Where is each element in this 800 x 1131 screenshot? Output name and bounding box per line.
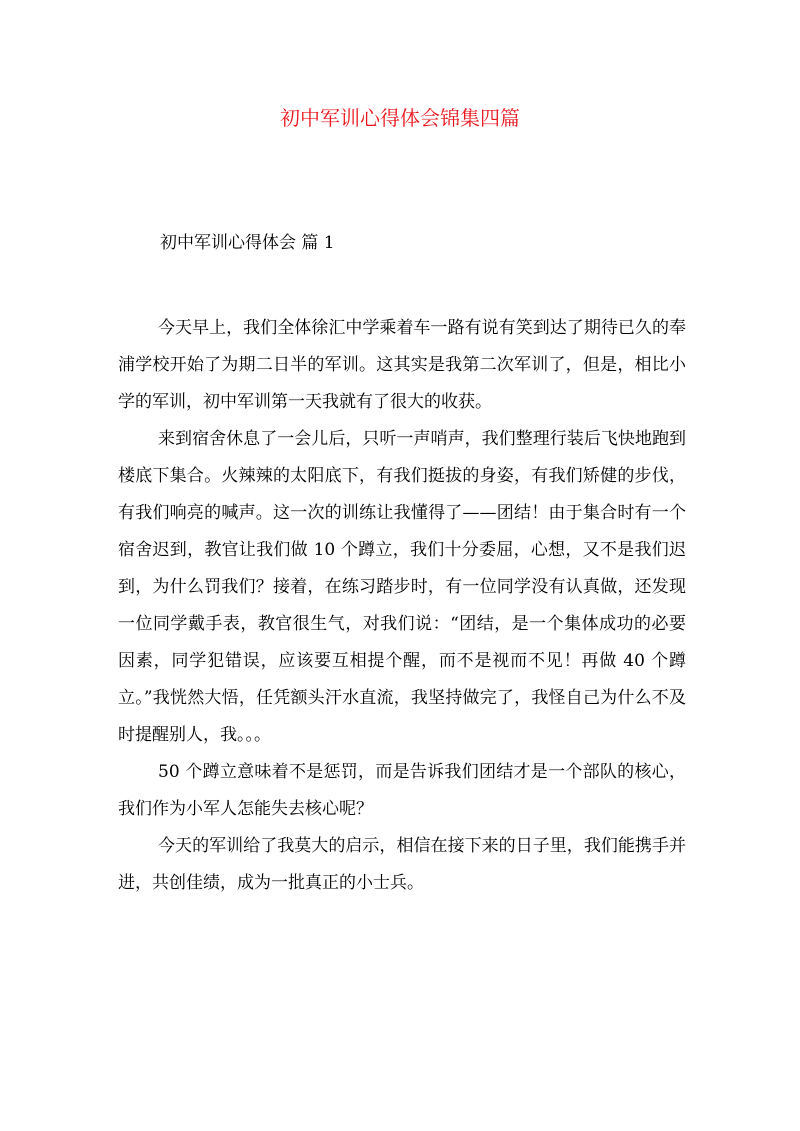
paragraph-1: 今天早上，我们全体徐汇中学乘着车一路有说有笑到达了期待已久的奉浦学校开始了为期二日半的军训。这其实是我第二次军训了，但是，相比小学的军训，初中军训第一天我就有了很大的收获。	[118, 318, 686, 412]
paragraph-4: 今天的军训给了我莫大的启示，相信在接下来的日子里，我们能携手并进，共创佳绩，成为一批真正的小士兵。	[118, 836, 686, 893]
body-text	[118, 310, 686, 902]
paragraph-3: 50 个蹲立意味着不是惩罚，而是告诉我们团结才是一个部队的核心，我们作为小军人怎能失去核心呢？	[118, 762, 686, 819]
document-title: 初中军训心得体会锦集四篇	[280, 106, 520, 130]
paragraph-2: 来到宿舍休息了一会儿后，只听一声哨声，我们整理行装后飞快地跑到楼底下集合。火辣辣的太阳底下，有我们挺拔的身姿，有我们矫健的步伐，有我们响亮的喊声。这一次的训练让我懂得了——团结！由于集合时有一个宿舍迟到，教官让我们做 10 个蹲立，我们十分委屈，心想，又不是我们迟到，为什么罚我们？接着，在练习踏步时，有一位同学没有认真做，还发现一位同学戴手表，教官很生气，对我们说：“团结，是一个集体成功的必要因素，同学犯错误，应该要互相提个醒，而不是视而不见！再做 40 个蹲立。”我恍然大悟，任凭额头汗水直流，我坚持做完了，我怪自己为什么不及时提醒别人，我。。。	[118, 429, 686, 745]
section-heading: 初中军训心得体会 篇 1	[160, 233, 335, 253]
